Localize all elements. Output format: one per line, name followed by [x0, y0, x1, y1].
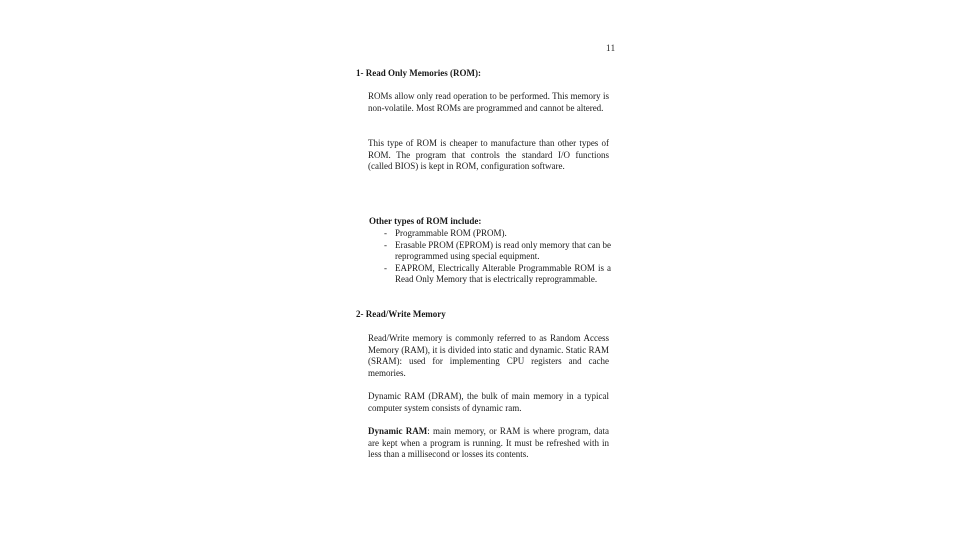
dynamic-ram-term: Dynamic RAM [368, 426, 428, 436]
list-item-text: Erasable PROM (EPROM) is read only memory that can be reprogrammed using special equipment. [395, 239, 611, 262]
page-number: 11 [606, 43, 616, 53]
other-rom-types-heading: Other types of ROM include: [369, 216, 482, 226]
rom-types-list [384, 228, 611, 286]
rom-paragraph-2: This type of ROM is cheaper to manufacture than other types of ROM. The program that controls the standard I/O functions (called BIOS) is kept in ROM, configuration software. [368, 138, 609, 172]
ram-paragraph-2: Dynamic RAM (DRAM), the bulk of main memory in a typical computer system consists of dynamic ram. [368, 391, 609, 413]
dynamic-ram-definition: : main memory, or RAM is where program, data are kept when a program is running. It must be refreshed with in less than a millisecond or losses its contents. [368, 426, 609, 460]
bullet-dash: - [384, 239, 387, 250]
list-item-text: EAPROM, Electrically Alterable Programmable ROM is a Read Only Memory that is electrically reprogrammable. [395, 262, 611, 285]
list-item [384, 228, 611, 240]
bullet-dash: - [384, 262, 387, 273]
list-item [384, 263, 611, 286]
list-item-text: Programmable ROM (PROM). [395, 228, 507, 238]
list-item [384, 240, 611, 263]
ram-paragraph-1: Read/Write memory is commonly referred to as Random Access Memory (RAM), it is divided into static and dynamic. Static RAM (SRAM): used for implementing CPU registers and cache memories. [368, 333, 609, 378]
section-heading-rom: 1- Read Only Memories (ROM): [356, 68, 481, 78]
section-heading-ram: 2- Read/Write Memory [356, 309, 446, 319]
bullet-dash: - [384, 228, 387, 238]
ram-paragraph-3 [368, 426, 609, 461]
rom-paragraph-1: ROMs allow only read operation to be performed. This memory is non-volatile. Most ROMs are programmed and cannot be altered. [368, 91, 609, 113]
